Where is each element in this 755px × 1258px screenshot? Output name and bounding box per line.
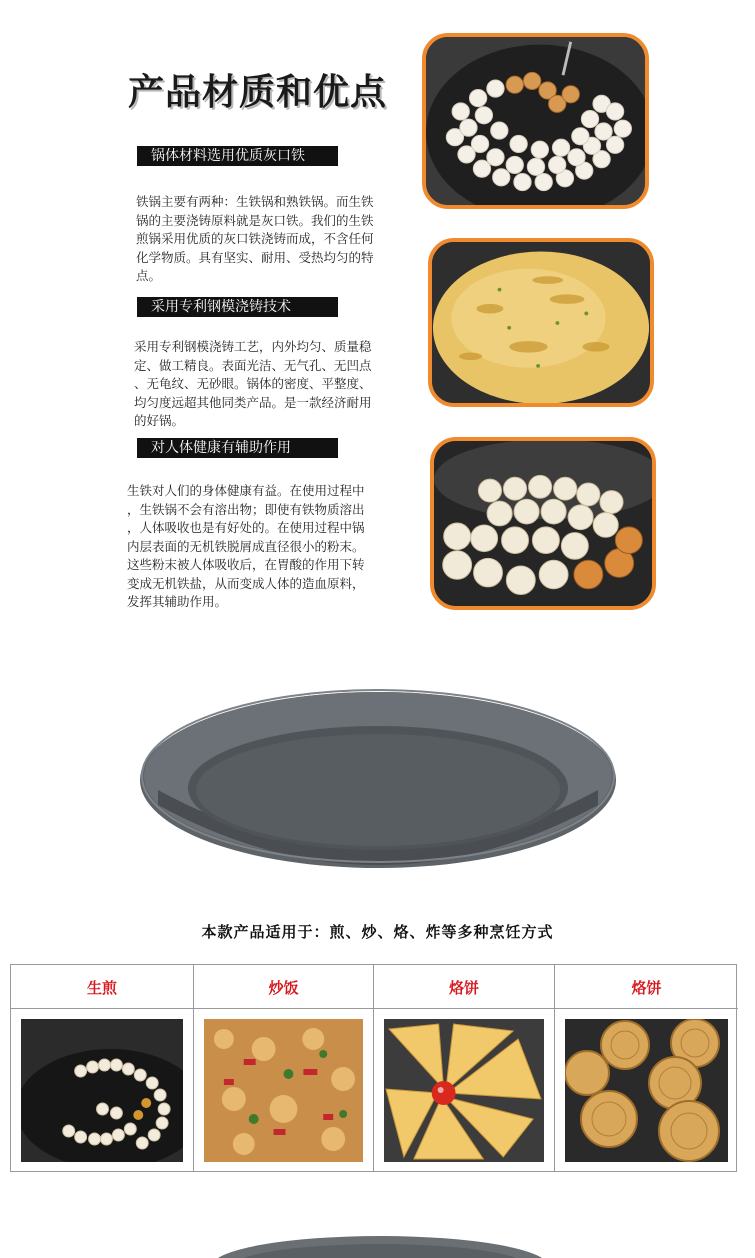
page-title: 产品材质和优点 [128, 72, 388, 113]
photo-fried-rice [204, 1019, 363, 1162]
section-body-casting: 采用专利钢模浇铸工艺，内外均匀、质量稳 定、做工精良。表面光洁、无气孔、无凹点 、无龟纹、无砂眼。锅体的密度、平整度、 均匀度远超其他同类产品。是一款经济耐用 的好锅。 [134, 339, 372, 428]
photo-pan-dumplings [422, 33, 649, 209]
usage-label: 炒饭 [194, 965, 373, 1009]
section-header-material: 锅体材料选用优质灰口铁 [137, 146, 338, 166]
usage-cell-fried-buns [11, 965, 194, 1171]
photo-flatbread-slices [384, 1019, 544, 1162]
usage-cell-fried-rice [194, 965, 374, 1171]
usage-label: 生煎 [11, 965, 193, 1009]
photo-pan-buns [430, 437, 656, 610]
photo-flatbread-rounds [565, 1019, 728, 1162]
usage-title: 本款产品适用于：煎、炒、烙、炸等多种烹饪方式 [201, 923, 554, 941]
product-pan-image-partial [210, 1222, 550, 1258]
photo-fried-buns [21, 1019, 183, 1162]
section-header-casting: 采用专利钢模浇铸技术 [137, 297, 338, 317]
photo-pan-pancake [428, 238, 654, 407]
section-body-material: 铁锅主要有两种：生铁锅和熟铁锅。而生铁 锅的主要浇铸原料就是灰口铁。我们的生铁 煎锅采用优质的灰口铁浇铸而成，不含任何 化学物质。具有坚实、耐用、受热均匀的特 点。 [136, 194, 374, 283]
usage-label: 烙饼 [374, 965, 554, 1009]
usage-table [10, 964, 737, 1172]
usage-cell-flatbread-2 [555, 965, 738, 1171]
usage-cell-flatbread-1 [374, 965, 555, 1171]
section-body-health: 生铁对人们的身体健康有益。在使用过程中 ，生铁锅不会有溶出物；即使有铁物质溶出 ，人体吸收也是有好处的。在使用过程中锅 内层表面的无机铁脱屑成直径很小的粉末。 这些粉末被人体吸收后，在胃酸的作用下转 变成无机铁盐，从而变成人体的造血原料， 发挥其辅助作用。 [127, 483, 365, 609]
usage-label: 烙饼 [555, 965, 738, 1009]
section-header-health: 对人体健康有辅助作用 [137, 438, 338, 458]
product-pan-image [128, 680, 628, 890]
